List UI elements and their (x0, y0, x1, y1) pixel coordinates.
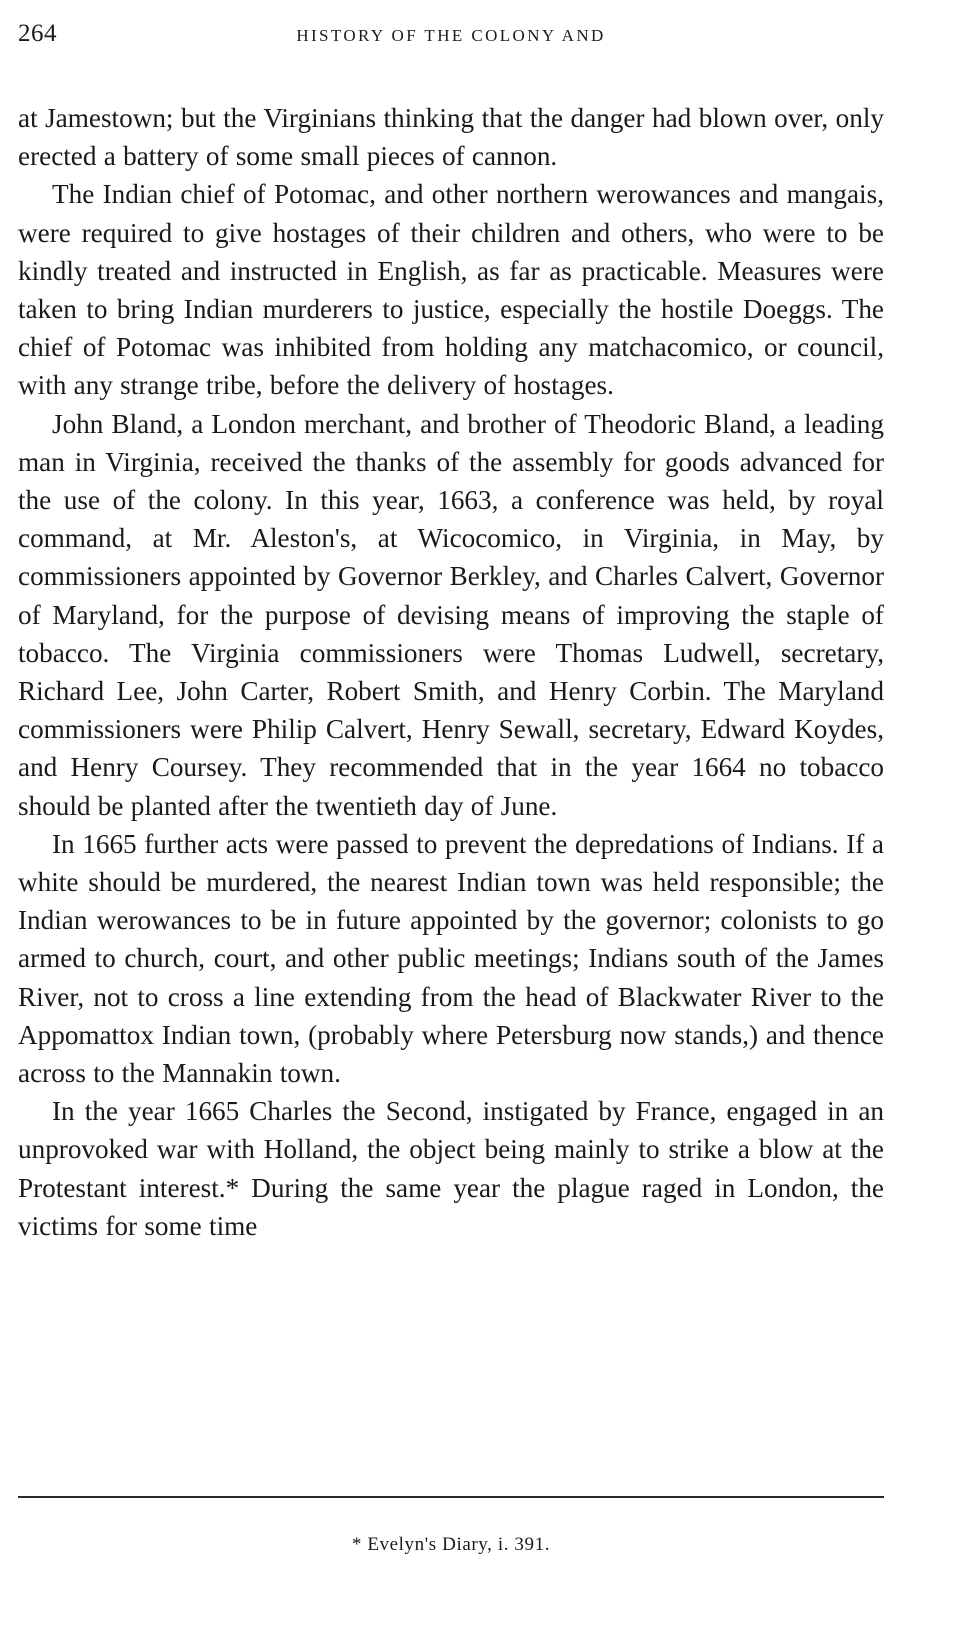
paragraph-2: The Indian chief of Potomac, and other northern werowances and mangais, were required to give hostages of their children and others, who were to be kindly treated and instructed in English, as far as practicable. Measures were taken to bring Indian murderers to justice, especially the hostile Doeggs. The chief of Potomac was inhibited from holding any matchacomico, or council, with any strange tribe, before the delivery of hostages. (18, 179, 884, 401)
paragraph-4: In 1665 further acts were passed to prevent the depredations of Indians. If a white should be murdered, the nearest Indian town was held responsible; the Indian werowances to be in future appointed by the governor; colonists to go armed to church, court, and other public meetings; Indians south of the James River, not to cross a line extending from the head of Blackwater River to the Appomattox Indian town, (probably where Petersburg now stands,) and thence across to the Mannakin town. (18, 828, 884, 1089)
page-header (18, 14, 884, 58)
footnote: * Evelyn's Diary, i. 391. (351, 1534, 551, 1555)
page-number: 264 (18, 20, 57, 47)
paragraph-3: John Bland, a London merchant, and brother of Theodoric Bland, a leading man in Virginia, received the thanks of the assembly for goods advanced for the use of the colony. In this year, 1663, a conference was held, by royal command, at Mr. Aleston's, at Wicocomico, in Virginia, in May, by commissioners appointed by Governor Berkley, and Charles Calvert, Governor of Maryland, for the purpose of devising means of improving the staple of tobacco. The Virginia commissioners were Thomas Ludwell, secretary, Richard Lee, John Carter, Robert Smith, and Henry Corbin. The Maryland commissioners were Philip Calvert, Henry Sewall, secretary, Edward Koydes, and Henry Coursey. They recommended that in the year 1664 no tobacco should be planted after the twentieth day of June. (18, 408, 884, 821)
body-text (18, 99, 884, 1245)
paragraph-5: In the year 1665 Charles the Second, instigated by France, engaged in an unprovoked war with Holland, the object being mainly to strike a blow at the Protestant interest.* During the same year the plague raged in London, the victims for some time (18, 1096, 884, 1241)
paragraph-1: at Jamestown; but the Virginians thinking that the danger had blown over, only erected a battery of some small pieces of cannon. (18, 103, 884, 172)
footnote-divider (18, 1496, 884, 1498)
book-page (18, 14, 884, 1555)
running-title: HISTORY OF THE COLONY AND (296, 26, 606, 45)
